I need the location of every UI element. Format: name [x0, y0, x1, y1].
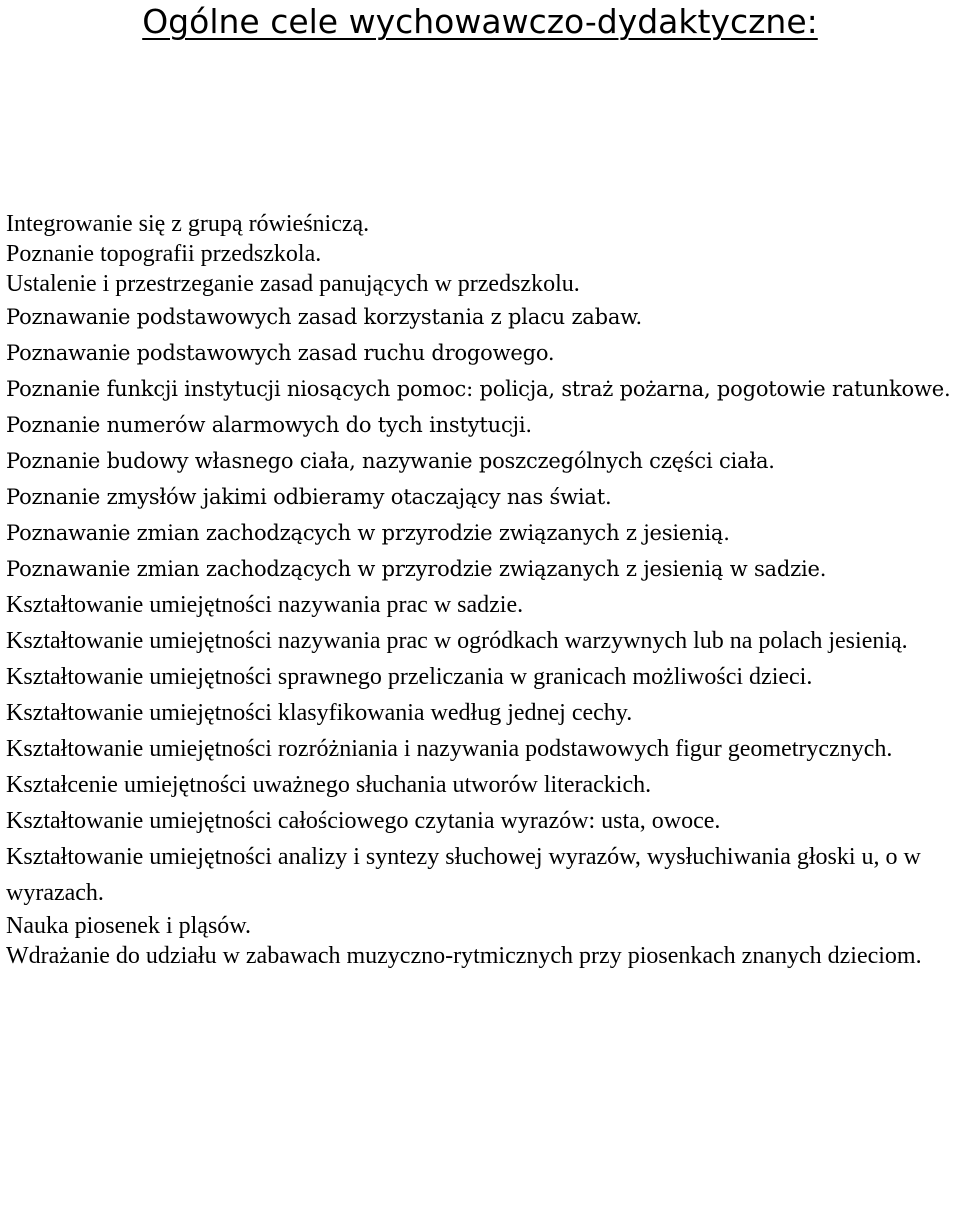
- list-item: Poznawanie zmian zachodzących w przyrodzie związanych z jesienią w sadzie.: [6, 557, 827, 581]
- list-item: Kształcenie umiejętności uważnego słuchania utworów literackich.: [6, 772, 652, 798]
- list-item: Poznanie topografii przedszkola.: [6, 241, 322, 267]
- list-item: Wdrażanie do udziału w zabawach muzyczno-rytmicznych przy piosenkach znanych dzieciom.: [6, 943, 922, 969]
- list-item: Poznanie funkcji instytucji niosących pomoc: policja, straż pożarna, pogotowie ratunkowe.: [6, 377, 951, 401]
- list-item: Kształtowanie umiejętności analizy i syntezy słuchowej wyrazów, wysłuchiwania głoski u, o w wyrazach.: [6, 844, 921, 906]
- list-item: Nauka piosenek i pląsów.: [6, 913, 252, 939]
- page-title: Ogólne cele wychowawczo-dydaktyczne:: [142, 2, 818, 41]
- list-item: Kształtowanie umiejętności klasyfikowania według jednej cechy.: [6, 700, 633, 726]
- list-item: Ustalenie i przestrzeganie zasad panujących w przedszkolu.: [6, 271, 580, 297]
- list-item: Poznanie numerów alarmowych do tych instytucji.: [6, 413, 532, 437]
- list-item: Poznawanie zmian zachodzących w przyrodzie związanych z jesienią.: [6, 521, 730, 545]
- list-item: Kształtowanie umiejętności nazywania prac w ogródkach warzywnych lub na polach jesienią.: [6, 628, 908, 654]
- list-item: Kształtowanie umiejętności całościowego czytania wyrazów: usta, owoce.: [6, 808, 721, 834]
- list-item: Kształtowanie umiejętności sprawnego przeliczania w granicach możliwości dzieci.: [6, 664, 813, 690]
- goals-list: [6, 209, 956, 971]
- list-item: Poznawanie podstawowych zasad korzystania z placu zabaw.: [6, 305, 642, 329]
- list-item: Poznanie budowy własnego ciała, nazywanie poszczególnych części ciała.: [6, 449, 775, 473]
- list-item: Kształtowanie umiejętności nazywania prac w sadzie.: [6, 592, 524, 618]
- list-item: Poznawanie podstawowych zasad ruchu drogowego.: [6, 341, 555, 365]
- list-item: Poznanie zmysłów jakimi odbieramy otaczający nas świat.: [6, 485, 612, 509]
- list-item: Integrowanie się z grupą rówieśniczą.: [6, 211, 370, 237]
- list-item: Kształtowanie umiejętności rozróżniania i nazywania podstawowych figur geometrycznych.: [6, 736, 893, 762]
